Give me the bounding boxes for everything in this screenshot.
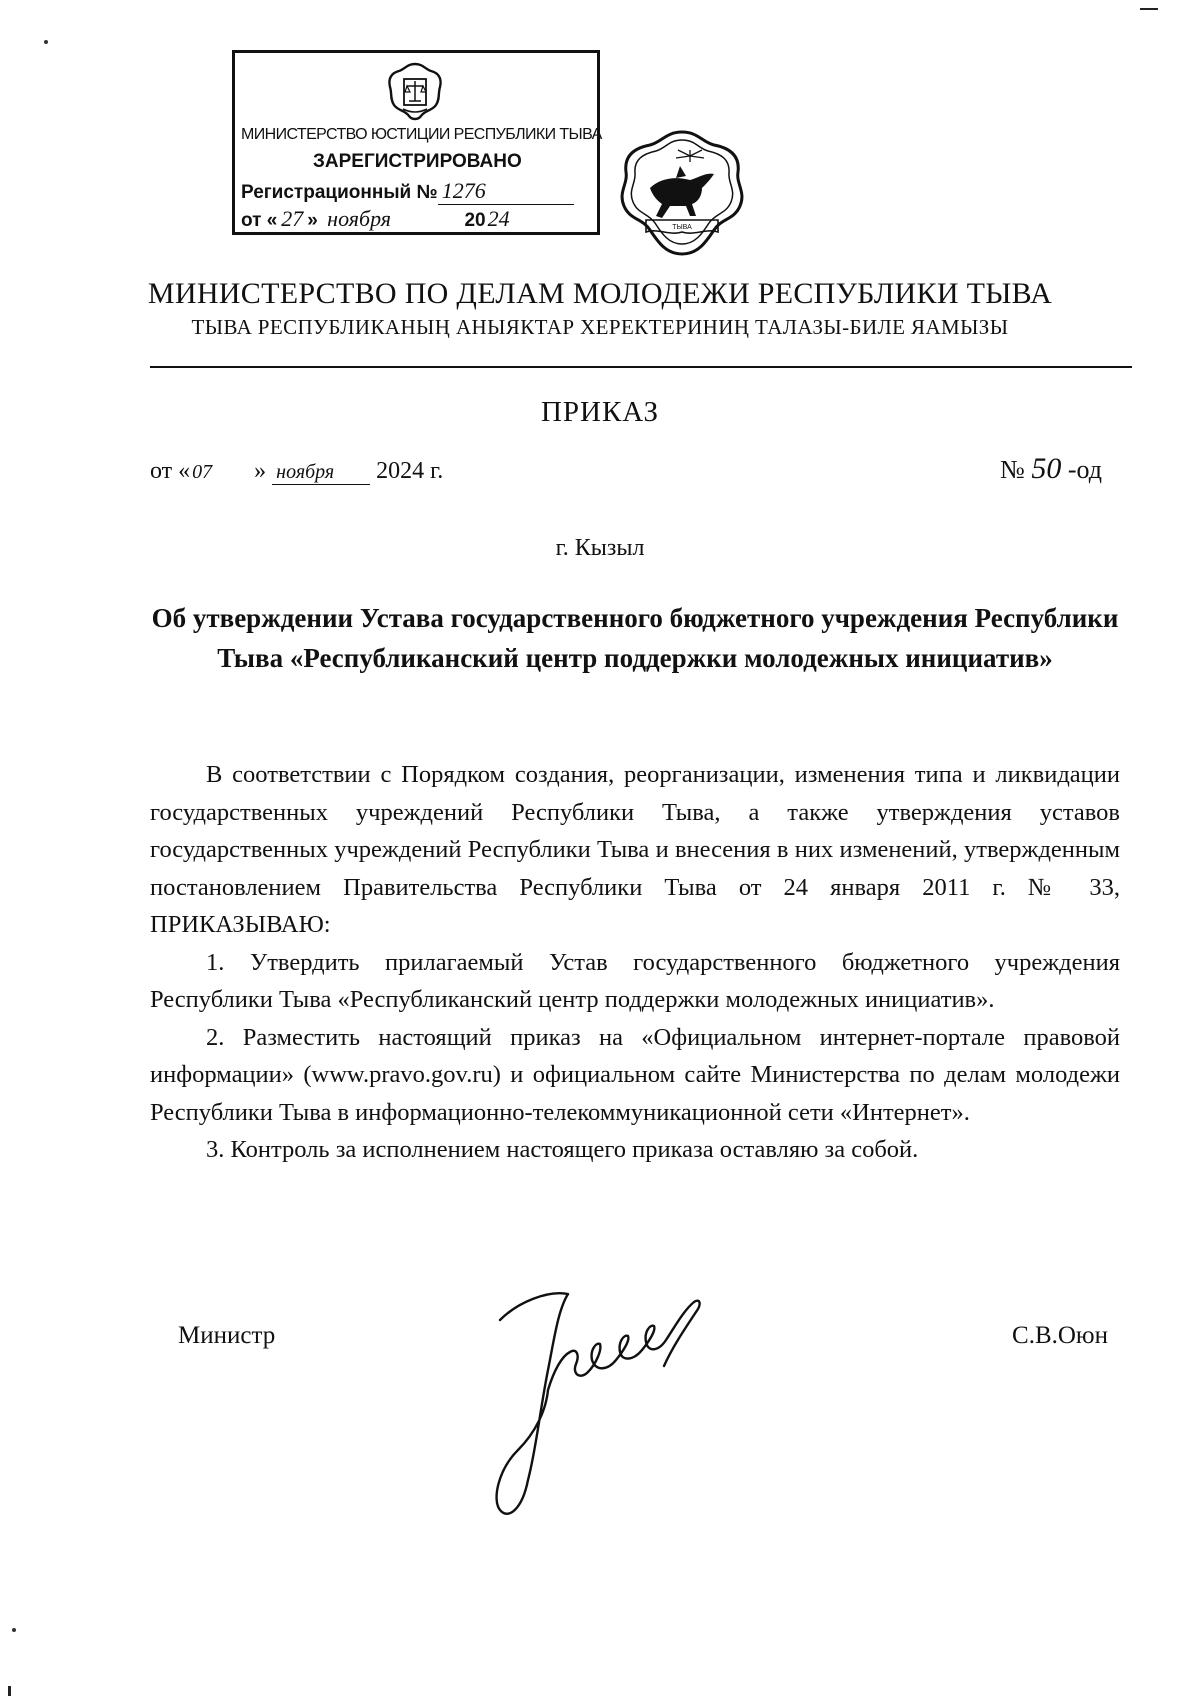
coat-caption: ТЫВА — [672, 224, 692, 231]
stamp-date-day: 27 — [281, 206, 304, 231]
stamp-registration-number-line — [241, 178, 574, 205]
stamp-organization: МИНИСТЕРСТВО ЮСТИЦИИ РЕСПУБЛИКИ ТЫВА — [241, 126, 602, 143]
order-date-prefix: от « — [150, 458, 191, 484]
ministry-name-tyv: ТЫВА РЕСПУБЛИКАНЫҢ АНЫЯКТАР ХЕРЕКТЕРИНИҢ ТАЛАЗЫ-БИЛЕ ЯАМЫЗЫ — [191, 315, 1009, 339]
order-number — [1000, 452, 1102, 486]
signer-name: С.В.Оюн — [1012, 1322, 1108, 1349]
registration-stamp — [232, 50, 600, 235]
stamp-date-year-prefix: 20 — [464, 210, 486, 231]
scan-mark — [8, 1686, 11, 1696]
stamp-date-sep: » — [307, 210, 318, 231]
order-body — [150, 756, 1120, 1169]
order-date — [150, 458, 443, 485]
body-item-3: 3. Контроль за исполнением настоящего приказа оставляю за собой. — [206, 1136, 919, 1163]
signer-title: Министр — [178, 1322, 276, 1349]
stamp-status: ЗАРЕГИСТРИРОВАНО — [313, 151, 522, 172]
header-divider — [150, 366, 1132, 368]
order-date-month: ноября — [272, 461, 370, 485]
body-preamble: В соответствии с Порядком создания, реорганизации, изменения типа и ликвидации государственных учреждений Республики Тыва, а также утверждения уставов государственных учреждений Республики Тыва и внесения в них изменений, утвержденным постановлением Правительства Республики Тыва от 24 января 2011 г. № 33, ПРИКАЗЫВАЮ: — [150, 761, 1120, 938]
tyva-coat-of-arms-icon — [606, 128, 758, 260]
ministry-name-ru: МИНИСТЕРСТВО ПО ДЕЛАМ МОЛОДЕЖИ РЕСПУБЛИКИ ТЫВА — [147, 277, 1053, 310]
order-number-suffix: -од — [1067, 455, 1102, 484]
scan-mark — [1140, 8, 1158, 10]
document-title: ПРИКАЗ — [540, 396, 660, 428]
order-date-day: 07 — [192, 461, 213, 483]
scan-speck — [44, 40, 48, 44]
scan-speck — [12, 1628, 16, 1632]
stamp-registration-label: Регистрационный № — [241, 182, 438, 203]
order-city: г. Кызыл — [555, 535, 645, 561]
order-number-prefix: № — [1000, 455, 1025, 484]
order-subject: Об утверждении Устава государственного бюджетного учреждения Республики Тыва «Республиканский центр поддержки молодежных инициатив» — [151, 603, 1119, 673]
body-item-1: 1. Утвердить прилагаемый Устав государственного бюджетного учреждения Республики Тыва «Республиканский центр поддержки молодежных инициатив». — [150, 948, 1120, 1013]
body-item-2: 2. Разместить настоящий приказ на «Официальном интернет-портале правовой информации» (www.pravo.gov.ru) и официальном сайте Министерства по делам молодежи Республики Тыва в информационно-телекоммуникационной сети «Интернет». — [150, 1023, 1120, 1126]
stamp-date-month: ноября — [323, 206, 441, 233]
handwritten-signature — [488, 1280, 748, 1530]
stamp-date-prefix: от « — [241, 210, 278, 231]
order-date-year: 2024 г. — [376, 458, 444, 484]
justice-emblem-icon — [385, 61, 445, 125]
order-date-sep: » — [254, 458, 267, 484]
stamp-date-line — [241, 206, 512, 233]
order-number-value: 50 — [1031, 452, 1062, 485]
stamp-date-year-suffix: 24 — [487, 206, 510, 231]
stamp-registration-number: 1276 — [438, 178, 574, 205]
